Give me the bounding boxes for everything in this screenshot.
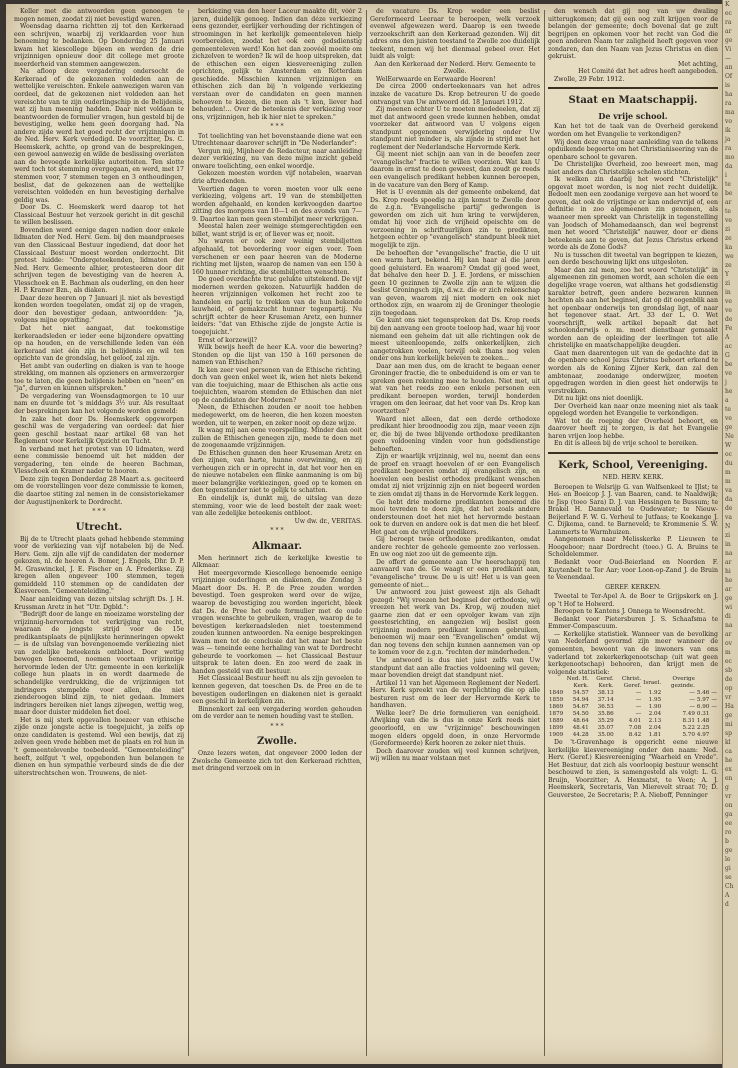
- edge-text-fragment: vo: [725, 118, 733, 125]
- table-row: [548, 725, 718, 732]
- edge-text-fragment: ja: [725, 136, 731, 143]
- paragraph: Vergun mij, Mijnheer de Redacteur, naar aanleiding dezer verkiezing, nu van deze mijne inzicht gebeld onware toelichting, een enkel woordje.: [192, 147, 362, 170]
- edge-text-fragment: ec: [725, 658, 732, 665]
- edge-text-fragment: vr: [725, 793, 732, 800]
- edge-text-fragment: d: [725, 901, 729, 908]
- column-3: [370, 8, 540, 1058]
- table-cell: —: [711, 697, 717, 704]
- edge-text-fragment: sb: [725, 667, 732, 674]
- paragraph: Bedankt voor Oud-Beierland en Noorden F. Kuytenbelt te Ter Aar; voor Loon-op-Zand J. de Bruin te Veenendaal.: [548, 559, 718, 582]
- edge-text-fragment: ca: [725, 748, 732, 755]
- column-divider: [366, 10, 367, 1056]
- edge-text-fragment: ar: [725, 631, 732, 638]
- table-row: [548, 718, 718, 725]
- section-rule: [548, 452, 718, 454]
- edge-text-fragment: ve: [725, 307, 732, 314]
- table-cell: 1889: [549, 718, 564, 725]
- section-heading: Staat en Maatschappij.: [568, 95, 698, 107]
- edge-text-fragment: ra: [725, 145, 732, 152]
- paragraph: Keller met die antwoorden geen genoegen te mogen nemen, zoodat zij niet bevestigd waren.: [14, 8, 184, 23]
- edge-text-fragment: ze: [725, 235, 732, 242]
- edge-text-fragment: on: [725, 802, 733, 809]
- paragraph: Maar dan zal men, zoo het woord "Christelijk" in algemeenen zin genomen wordt, aan scholen die een degelijke vrage voeren, wat althans het godsdienstig karakter betreft, geen andere bezwaren kunnen hechten als aan het beginsel, dat op dit oogenblik aan het openbaar onderwijs ten grondslag ligt, of naar het tegenover staat. Art. 33 der L. O. Wet voorschrijft, welk artikel bepaalt dat het schoolonderwijs o. m. moet dienstbaar gemaakt worden aan de opleiding der leerlingen tot alle christelijke en maatschappelijke deugden.: [548, 266, 718, 350]
- paragraph: den wensch dat gij nog van uw dwaling uitterugkomen; dat gij een oog zult krijgen voor de belangen der gemeente; doch bovenal dat ge zult begrijpen en opkomen voor het recht van God die geen anderen Naam ter zaligheid heeft gegeven voor zondaren, dan den Naam van Jezus Christus en dien gekruist.: [548, 8, 718, 61]
- separator-stars: * * *: [270, 527, 284, 535]
- paragraph: Nu waren er ook zeer weinig stembiljetten afgehaald, tot bevordering voor eigen voer. Toen verschenen er een paar heeren van de Moderne richting met lijsten, waarop de namen van een 150 à 160 hunner richting, die stembiljetten wenschten.: [192, 238, 362, 276]
- column-divider: [188, 10, 189, 1056]
- table-cell: 2.04: [648, 725, 662, 732]
- edge-text-fragment: g: [725, 784, 729, 791]
- edge-text-fragment: wi: [725, 604, 733, 611]
- separator-stars: * * *: [92, 508, 106, 516]
- paragraph: Daar deze heeren op 7 Januari jl. niet als bevestigd konden worden toegelaten, omdat zij op de vragen, door den bevestiger gedaan, antwoordden: "ja, volgens mijne opvatting.": [14, 294, 184, 325]
- paragraph: Binnenkort zal een vergadering worden gehouden om de verder aan te nemen houding vast te stellen.: [192, 705, 362, 721]
- paragraph: Bedankt voor Pietersburen J. S. Schaafsma te Emmer-Compascuum.: [548, 615, 718, 631]
- table-cell: —: [711, 690, 717, 697]
- edge-text-fragment: zi: [725, 226, 731, 233]
- paragraph: Zij meenen echter U te moeten mededeelen, dat zij met dat antwoord geen vrede kunnen hebben, omdat voorzeker dat antwoord van U volgens eigen standpunt opgenomen verwijdering onder Uw standpunt niet minder is, als zijnde in strijd met het reglement der Nederlandsche Hervormde Kerk.: [370, 106, 540, 151]
- edge-text-fragment: Ne: [725, 433, 734, 440]
- newspaper-page: [6, 4, 722, 1064]
- separator-stars: * * *: [270, 722, 284, 730]
- edge-text-fragment: b: [725, 838, 729, 845]
- table-cell: 1.81: [648, 732, 662, 739]
- edge-text-fragment: gi: [725, 865, 731, 872]
- edge-text-fragment: m: [725, 478, 731, 485]
- paragraph: De 't-Gravenhage is opgericht eene nieuwe kerkelijke kiesvereeniging onder den naam: Ned. Herv. (Geref.) Kiesvereeniging "Waarheid en Vrede". Het Bestuur, dat zich als voorloopig bestuur wenscht beschouwd te zien, is samengesteld als volgt: L. G. Bruijn, Voorzitter; A. Hexmatst, te Veen; A. J. Heemskerk, Secretaris, Van Mierevelt straat 70; D. Geuverstee, 2e Secretaris; P. A. Nieboff, Penninger: [548, 739, 718, 800]
- paragraph: Het Comité dat het adres heeft aangeboden.: [578, 68, 718, 76]
- table-cell: 1909: [549, 732, 564, 739]
- paragraph: Het ambt van ouderling en diaken is van te hooge strekking, om mannen als opzieners en armverzorger toe te laten, die geen belijdenis hebben en "neen" en "ja", durven en kunnen uitspreken.": [14, 362, 184, 393]
- edge-text-fragment: Ha: [725, 703, 734, 710]
- edge-text-fragment: an: [725, 64, 733, 71]
- adjacent-page-edge: [722, 0, 738, 1068]
- table-cell: 2.13: [648, 718, 662, 725]
- paragraph: Beroepen te Kantens J. Onnega te Woensdrecht.: [554, 608, 706, 616]
- paragraph: Gij beroept twee orthodoxe predikanten, omdat andere rechter de geheele gemeente zoo verlossen. En uw oog niet zoo uit de gemeente zijn.: [370, 536, 540, 559]
- paragraph: De behoeften der "evangelische" fractie, die U uit een warm hart, bekend. Hij kan haar al die jaren goed geluisterd. En waarom? Omdat gij goed weet, dat behalve den heer D. J. E. Jordens, er misschien geen 10 gezinnen te Zwolle zijn aan te wijzen die beslist Groningsch zijn, d.w.z. die er zich rekenschap van geven, waarom zij niet modern en ook niet orthodox zijn, en waarom zij de Groninger theologie zijn toegedaan.: [370, 249, 540, 317]
- edge-text-fragment: de: [725, 316, 733, 323]
- paragraph: Onze lezers weten, dat ongeveer 2000 leden der Zwolsche Gemeente zich tot den Kerkeraad richtten, met dringend verzoek om in: [192, 750, 362, 773]
- paragraph: Ge kunt ons niet tegenspreken dat Ds. Krop reeds bij den aanvang een groote toeloop had, waar hij voor niemand een geheim dat uit alle richtingen ook de meest uiteenloopende, zelfs onkerkelijken, zich aangetrokken voelen, terwijl ook thans nog velen onder ons hun kerkelijk beleven te zoeken...: [370, 317, 540, 363]
- paragraph: En dit is alleen bij de vrije school te bereiken.: [554, 440, 699, 448]
- edge-text-fragment: op: [725, 685, 733, 692]
- paragraph: Daar aan men dus, om de kracht te begaan eener Groninger fractie, die te onbeduidend is om er van te spreken geen rekening mee te houden. Niet met, uit wat van het reeds zoo een enkele personen een predikant beroepen worden, terwijl honderden vragen om den leeraar, dat het voor van Ds. Krop kan voortzetten?: [370, 362, 540, 415]
- edge-text-fragment: ac: [725, 343, 732, 350]
- edge-text-fragment: da: [725, 496, 733, 503]
- paragraph: In verband met het protest van 10 lidmaten, werd eene commissie benoemd uit het midden der vergadering, ten einde de heeren Bachman, Vlesschoek en Kramer nader te hooren.: [14, 445, 184, 476]
- paragraph: De goed overdachte truc gelukte uitstekend. De vijf modernen werden gekozen. Natuurlijk hadden de heeren vrijzinnigen volkomen het recht zoo te handelen en parlij te trekken van de hun bekende lauwheid, of gemakzucht hunner tegenpartij. Nu schrijft echter de heer Kruseman Aretz, een hunner leiders: "dat van Ethische zijde de jongste Actie is toegejuicht.": [192, 276, 362, 336]
- edge-text-fragment: mo: [725, 154, 735, 161]
- edge-text-fragment: Vi: [725, 46, 732, 53]
- edge-text-fragment: ar: [725, 559, 732, 566]
- edge-text-fragment: we: [725, 253, 734, 260]
- edge-text-fragment: Y: [725, 271, 729, 278]
- paragraph: Wij doen deze vraag naar aanleiding van de telkens opduikende begeerte om het Christianiseering van de openbare school te gevaren.: [548, 138, 718, 161]
- paragraph: Uw dw. dr., VERITAS.: [294, 517, 362, 525]
- paragraph: Tot toelichting van het bovenstaande diene wat een Utrechtenaar daarover schrijft in "De Nederlander":: [192, 132, 362, 148]
- paragraph: Waard niet alleen, dat een derde orthodoxe predikant hier broodnoodig zou zijn, maar veeen zijn er, die bij de twee blijvende orthodoxe predikanten geen voldoening vinden voor hun godsdienstige behoeften.: [370, 415, 540, 453]
- edge-text-fragment: a: [725, 397, 729, 404]
- table-cell: 44.28: [572, 732, 589, 739]
- paragraph: Nu is tusschen dit tweetal van begrippen te kiezen, een derde beschouwing lijkt ons uitgesloten.: [548, 251, 718, 267]
- paragraph: De vergadering van Woensdagmorgen te 10 uur nam en duurde tot 's middags 3½ uur. Als resultaat der besprekingen kan het volgende worden gemeld:: [14, 392, 184, 415]
- paragraph: Uw antwoord is dus niet juist zelfs van Uw standpunt dat aan alle fracties voldoening wil geven; maar bovendien dreigt dat standpunt niet.: [370, 657, 540, 680]
- edge-text-fragment: na: [725, 550, 733, 557]
- table-cell: 48.41: [572, 725, 589, 732]
- table-cell: 48.64: [572, 718, 589, 725]
- edge-text-fragment: te: [725, 208, 731, 215]
- paragraph: Ik waag mij aan eene voorspelling. Minder dan ooit zullen de Ethischen genegen zijn, mede te doen met de zoogenaamde vrijzinnigen.: [192, 427, 362, 450]
- table-row: [548, 711, 718, 718]
- edge-text-fragment: ee: [725, 820, 733, 827]
- paragraph: Woensdag daarna richtten zij tot den Kerkeraad een schrijven, waarbij zij verklaarden voor hun benoeming te bedanken. Op Donderdag 25 Januari kwam het kiescollege bijeen en werden de drie vrijzinnigen opnieuw door dit college met groote meerderheid van stemmen aangewezen.: [14, 23, 184, 68]
- table-cell: 8.31: [682, 718, 695, 725]
- edge-text-fragment: is: [725, 82, 730, 89]
- edge-text-fragment: N: [725, 523, 731, 530]
- edge-text-fragment: ze: [725, 262, 732, 269]
- paragraph: Gij meent niet schijn aan van in de beoefen zeer "evangelische" fractie te willen voorzien. Wat kan U daarom in ernst te doen geweest, dan zoudt ge reeds een evangelisch predikant hebben kunnen beroepen, in de vacature van den Berg of Kamp.: [370, 151, 540, 189]
- section-rule: [548, 87, 718, 89]
- edge-text-fragment: ve: [725, 370, 732, 377]
- edge-text-fragment: va: [725, 487, 732, 494]
- paragraph: Dat het niet aangaat, dat toekomstige kerkeraadsleden er ieder eene bijzondere opvatting op na houden, en de verschillende leden van één kerkeraad niet één zijn in belijdenis en wil ten opzichte van de grondslag, het geloof, zal zijn.: [14, 324, 184, 363]
- edge-text-fragment: ra: [725, 100, 732, 107]
- edge-text-fragment: vr: [725, 694, 732, 701]
- edge-text-fragment: ve: [725, 415, 732, 422]
- table-cell: 7.49: [682, 711, 695, 718]
- edge-text-fragment: G: [725, 352, 730, 359]
- paragraph: Ik welken zin daarbij het woord "Christelijk" opgevat moet worden, is nog niet recht duidelijk. Bedoelt men een zoodanige vergeve aan het woord te geven, dat ook de vrijstinge er kan ondervrijd of, een definitie in zoo algemeenen zin genomen, als waaneer men spreekt van Christelijk in tegenstelling van Joodsch of Mohamedaansch, dan wel begrenst men het woord "Christelijk" nauwer, door er diens beteekenis aan te geven, dat Jezus Christus erkend worde als de Zone Gods?: [548, 176, 718, 252]
- table-cell: 37.14: [597, 697, 614, 704]
- edge-text-fragment: ka: [725, 244, 733, 251]
- paragraph: Het is mij sterk opgevallen hoezeer van ethische zijde onze jongste actie is toegejuicht, ja zelfs op onze candidaten is gestemd. Wel een bewijs, dat zij zelven geen vrede hebben met de plaats en rol hun in 't gemeentelevenbe toebedeeld. "Gemeenteleiding" heeft, zelfgut 't wel, opgebonden hun belangen te dienen en hun sympathie verbeurd sinds de die der uiterstrechtschen won. Trouwens, de niet-: [14, 716, 184, 777]
- column-4: [548, 8, 718, 1058]
- edge-text-fragment: —: [725, 55, 731, 62]
- table-cell: 35.29: [597, 718, 614, 725]
- table-cell: 2.25: [696, 725, 710, 732]
- column-divider: [544, 10, 545, 1056]
- table-cell: 1869: [549, 704, 564, 711]
- paragraph: Het Classicaal Bestuur heeft nu als zijn gevoelen te kennen gegeven, dat toeschen Ds. de Pree en de te bevestigen ouderlingen en diakenen niet is geraakt een geschil in kerkelijken zin.: [192, 675, 362, 706]
- edge-text-fragment: K: [725, 1, 730, 8]
- paragraph: Ik ken zeer veel personen van de Ethische richting, doch van geen enkel weet ik, wien het niets bekend van die toejuiching, maar de Ethischen als actie ons toejuichten, waarom stemden de Ethischen dan niet op de candidaten der Modernen?: [192, 366, 362, 404]
- edge-text-fragment: he: [725, 577, 733, 584]
- table-cell: 4.97: [696, 732, 710, 739]
- table-cell: 54.94: [572, 697, 589, 704]
- edge-text-fragment: Ch: [725, 883, 734, 890]
- table-header-cell: Geref. Kerk.: [596, 676, 614, 690]
- table-cell: 36.53: [597, 704, 614, 711]
- paragraph: Met achting,: [678, 60, 718, 68]
- edge-text-fragment: i: [725, 172, 727, 179]
- edge-text-fragment: A: [725, 892, 730, 899]
- table-header-cell: Overige gezinde.: [671, 676, 695, 690]
- paragraph: Veertien dagen te voren moeten voor ulk eene verkiezing, volgens art. 19 van de stembiljetten worden afgehaald, en konden kerkvoogden daartoe zitting des morgens van 10—1 en des avonds van 7—9. Daartoe kan men geen stembiljet meer verkrijgen.: [192, 185, 362, 223]
- edge-text-fragment: ro: [725, 829, 732, 836]
- section-heading: Utrecht.: [75, 521, 123, 533]
- edge-text-fragment: se: [725, 874, 732, 881]
- paragraph: De Christelijke Overheid, zoo beweert men, mag niet anders dan Christelijke scholen stichten.: [548, 161, 718, 176]
- subsection-heading: NED. HERV. KERK.: [602, 473, 664, 481]
- table-header-cell: [548, 676, 564, 690]
- table-cell: 5.46: [696, 690, 710, 697]
- church-statistics-table: [548, 676, 718, 739]
- paragraph: "Bedrijft door de lange en moeizame worsteling der vrijzinnig-hervormden tot verkrijging van recht, waaraan de jongste strijd voor de 15e predikantsplaats de pijnlijkste herinneringen opwekt — is de uitslag van bovengenoemde verkiezing niet van zedelijke beteekenis ontbloot. Door wettig bewogen benoemd, noemen voortaan vrijzinnige hervormde leden der Utr. gemeente in een kerkelijk college hun plaats in en wordt daarmede de schandelijke verdrukking, die de vrijzinnigen tot indringers stempelde voor allen, die niet zienderoogen blind zijn, te niet gedaan. Immers indringers bereiken niet langs zijwegen, wettig weg, maar door duister middelen het doel.: [14, 611, 184, 717]
- table-cell: —: [635, 711, 642, 718]
- edge-text-fragment: di: [725, 613, 731, 620]
- edge-text-fragment: ga: [725, 811, 733, 818]
- paragraph: Men herinnert zich de kerkelijke kwestie te Alkmaar.: [192, 554, 362, 570]
- table-cell: 1.95: [648, 697, 662, 704]
- edge-text-fragment: zi: [725, 280, 731, 287]
- table-cell: —: [689, 690, 695, 697]
- paragraph: Zijn er waarlijk vrijzinnig, wel nu, neemt dan eens de proef en vraagt hoevelen of er een Evangelisch predikant begeeren omdat zij evangelisch zijn, en hoevelen een beslist orthodox predikant wenschen omdat zij niet vrijzinnig zijn en niet begeerd worden te zien omdat zij thans in de Hervormde Kerk leggen.: [370, 453, 540, 498]
- edge-text-fragment: ar: [725, 199, 732, 206]
- paragraph: Uw antwoord zou juist geweest zijn als Gehadt gezegd: "Wij vreezen het beginsel der orthodoxie, wij vreezen het werk van Ds. Krop, wij zouden niet gaarne zien dat er een opvolger kwam van zijn geestesrichting, en aangezien wij beslist geen vrijzinnig modern predikant kunnen gebruiken, benoemen wij maar een "Evangelischen" omdat wij dan nog tevens den schijn kunnen aannemen van op te komen voor de z.g.n. "rechten der minderheden.": [370, 589, 540, 657]
- paragraph: Kan het tot de taak van de Overheid gerekend worden om het Evangelie te verkondigen?: [548, 123, 718, 139]
- paragraph: Gekozen moesten worden vijf notabelen, waarvan drie aftredenden.: [192, 170, 362, 186]
- column-1: [14, 8, 184, 1058]
- paragraph: Tweetal te Ter-Apel A. de Boer te Grijpskerk en J. op 't Hof te Holwerd.: [548, 593, 718, 608]
- paragraph: Doch daarover zouden wij veel kunnen schrijven, wij willen nu maar volstaan met: [370, 747, 540, 763]
- table-cell: 5.22: [682, 725, 695, 732]
- paragraph: Ge hebt drie moderne predikanten benoemd die mooi tevreden te doen zijn, dat het zoals andere ondersteunen doet het niet het hervormde bestaan ook te durven en andere ook is dat men die het bleef. Het gaat om de vrijheid predikers.: [370, 498, 540, 536]
- edge-text-fragment: ge: [725, 712, 733, 719]
- paragraph: Artikel 11 van het Algemeen Reglement der Nederl. Herv. Kerk spreekt van de verplichting die op alle besturen rust om de leer der Hervormde Kerk te handhaven.: [370, 679, 540, 710]
- edge-text-fragment: de: [725, 676, 733, 683]
- paragraph: Door Ds. C. Heemskerk werd daarop tot het Classicaal Bestuur het verzoek gericht in dit geschil te willen beslissen.: [14, 204, 184, 227]
- table-cell: 54.57: [572, 690, 589, 697]
- paragraph: Na afloop deze vergadering ondersocht de Kerkeraad of de gekozenen voldeden aan de wettelijke vereischten. Enkele aanwezigen waren van oordeel, dat de gekozenen niet voldeden aan het vereischte van te zijn ouderlingschip in de Belijdenis, wat zij hun meening hadden. Daar niet voldaan te beantwoorden de formulier vragen, hun gesteld bij de bevestiging, welke hem geen doorgang had. Na andere zijde werd het goed recht der vrijzinnigen in de Ned. Herv. Kerk verdedigd. De voorzitter, Ds. C. Heemskerk, achtte, op grond van de besprekingen, een gewoel aanwezig en wilde de beslissing overlaten aan de bevoegde kerkelijke autoriteiten. Ten slotte werd toch tot stemming overgegaan, en werd, met 17 stemmen voor, 7 stemmen tegen en 3 onthoudingen, beslist, dat de gekozenen aan de wettelijke vereischten voldeden en hun bevestiging derhalve geldig was.: [14, 68, 184, 204]
- edge-text-fragment: ve: [725, 298, 732, 305]
- edge-text-fragment: A: [725, 334, 730, 341]
- edge-text-fragment: te: [725, 406, 731, 413]
- article-heading: De vrije school.: [598, 111, 668, 122]
- paragraph: Ernst of korzewijl?: [198, 336, 257, 344]
- paragraph: In zake het door Ds. Heemskerk opgeworpen geschil was de vergadering van oordeel: dat hier geen geschil bestaat naar artikel 68 van het Reglement voor Kerkelijk Opzicht en Tucht.: [14, 415, 184, 446]
- edge-text-fragment: m: [725, 469, 731, 476]
- edge-text-fragment: he: [725, 757, 733, 764]
- edge-text-fragment: be: [725, 361, 733, 368]
- edge-text-fragment: he: [725, 388, 733, 395]
- edge-text-fragment: hi: [725, 568, 731, 575]
- table-header-cell: Christ. Geref.: [621, 676, 642, 690]
- paragraph: Aangenomen naar Melisskerke P. Lieuwen te Hoogeboor; naar Dordrecht (toeo.) G. A. Bruins te Scholdelemmer.: [548, 536, 718, 559]
- table-cell: 0.31: [696, 711, 710, 718]
- table-cell: 6.90: [696, 704, 710, 711]
- paragraph: berkiezing van den heer Laceur maakte dit, vóór 2 jaren, duidelijk genoeg. Indien dan déze verkiezing eens gezonder, eerlijker verhouding der richtingen of stroomingen in het kerkelijk gemeenteleven hielp voorbereiden, zoodat het ook een godsdienstig gemeenteleven werd! Kon het dan zoovéél moeite om zichzelven te worden? Ik wil de hoop uitspreken, dat de ethischen een eigen kiesvereeniging zullen oprichten, gelijk te Amsterdam en Rotterdam geschiedde. Misschien kunnen vrijzinnigen en ethischen zich dan bij 'n volgende verkiezing verstaan over de candidaten en geen mannen behoeven te kiezen, die men als 't kon, liever had behouden!... Over de beteekenis der verkiezing voor ons, vrijzinnigen, heb ik hier niet te spreken.": [192, 8, 362, 121]
- paragraph: Welke leer? De drie formulieren van eenigheid. Afwijking van die is dus in onze Kerk reeds niet geoorloofd, en uw "vrijzinnige" beschouwingen mogen elders opgeld doen, in onze Hervormde (Gereformeerde) Kerk hooren ze zeker niet thuis.: [370, 709, 540, 748]
- paragraph: de vacature Ds. Krop weder een beslist Gereformeerd Leeraar te beroepen, welk verzoek evenwel afgewezen werd. Daarop is een tweede verzoekschrift aan den Kerkeraad gezonden. Wij dit adres ons den juisten toestand te Zwolle zoo duidelijk teekent, nemen wij het dienmaal gebeel over. Het luidt als volgt:: [370, 8, 540, 61]
- subsection-heading: GEREF. KERKEN.: [605, 583, 661, 591]
- edge-text-fragment: ik: [725, 127, 731, 134]
- table-cell: 35.07: [597, 725, 614, 732]
- paragraph: Neen, de Ethischen zouden er nooit toe hebben medegewerkt, om de heeren, die hen kozen moesten worden, uit te werpen, en zeker nooit op deze wijze.: [192, 404, 362, 427]
- edge-text-fragment: Of: [725, 73, 733, 80]
- edge-text-fragment: zi: [725, 532, 731, 539]
- table-header-cell: Ned. H. Kerk.: [566, 676, 589, 690]
- table-cell: 1.48: [696, 718, 710, 725]
- section-heading: Alkmaar.: [252, 540, 302, 552]
- edge-text-fragment: ra: [725, 19, 732, 26]
- table-cell: —: [711, 704, 717, 711]
- paragraph: Het meergevormde Kiescollege benoemde eenige vrijzinnige ouderlingen en diakenen, die Zondag 3 Maart door Ds. H. P. de Pree zouden worden bevestigd. Toen gesproken werd over de wijze, waarop de bevestiging zou worden ingericht, bleek dat Ds. de Pree het oude formulier met de oude vragen wenschte te gebruiken, vragen, waarop de te bevestigen kerkeraadsleden niet toestemmend zouden kunnen antwoorden. Na eenige besprekingen kwam men tot de conclusie dat het maar het beste was — teneinde eene herhaling van wat te Dordrecht gebeurde te voorkomen — het Classicaal Bestuur uitsprak te laten doen. En zoo werd de zaak in handen gesteld van dit bestuur.: [192, 569, 362, 675]
- edge-text-fragment: m: [725, 649, 731, 656]
- paragraph: Deze zijn tegen Donderdag 28 Maart a.s. geciteerd om de voorstellingen voor deze commissie te komen, die daartoe stiting zal nemen in de consistoriekamer der Augustijnenkerk te Dordrecht.: [14, 475, 184, 506]
- paragraph: De Ethischen gunnen den heer Kruseman Aretz en den zijnen, van harte, hunne overwinning, en zij verheugen zich er in oprecht in, dat het voor hen en de nieuwe notabelen een flinke aanmaning is om bij meer belangrijke verkiezingen, goed op te komen en den tegenstander niet te gelijk te schatten.: [192, 449, 362, 495]
- edge-text-fragment: sp: [725, 730, 732, 737]
- edge-text-fragment: ov: [725, 640, 733, 647]
- table-cell: —: [635, 704, 642, 711]
- table-cell: 5.70: [682, 732, 695, 739]
- table-cell: 8.42: [628, 732, 642, 739]
- table-cell: 7.08: [628, 725, 642, 732]
- edge-text-fragment: in: [725, 289, 731, 296]
- edge-text-fragment: le: [725, 856, 731, 863]
- table-cell: 1899: [549, 725, 564, 732]
- paragraph: Het is U evenmin als der gemeente onbekend, dat Ds. Krop reeds spoedig na zijn komst te Zwolle door de z.g.n. "Evangelische partij" gedwongen is geworden om zich uit hun kring te verwijderen, omdat hij voor zich de vrijheid opeischte om de verzoening in schriftuurlijken zin te predikten, hetgeen echter op "evangelisch" standpunt bleek niet mogelijk te zijn.: [370, 189, 540, 249]
- paragraph: Bij de te Utrecht plaats gehad hebbende stemming voor de verkiezing van vijf notabelen bij de Ned. Herv. Gem. zijn alle vijf de candidaten der moderner gekozen, nl. de heeren A. Bomer, J. Engels, Dhr. D. P. M. Graswinckel, J. E. Fischer en A. Frederikse. Zij kregen allen ongeveer 100 stemmen, tegen gemiddeld 110 stemmen op de candidaten der Kiesvereen. "Gemeenteleiding.": [14, 535, 184, 596]
- table-cell: 4.01: [628, 718, 642, 725]
- paragraph: Zwolle, 29 Febr. 1912.: [554, 75, 625, 83]
- edge-text-fragment: du: [725, 460, 733, 467]
- table-cell: —: [689, 697, 695, 704]
- table-cell: —: [635, 697, 642, 704]
- edge-text-fragment: de: [725, 505, 733, 512]
- table-row: [548, 704, 718, 711]
- paragraph: WelEerwaarde en Eerwaarde Heeren!: [376, 75, 496, 83]
- table-cell: 54.50: [572, 711, 589, 718]
- edge-text-fragment: te: [725, 181, 731, 188]
- paragraph: Aan den Kerkeraad der Nederd. Herv. Gemeente te Zwolle.: [374, 60, 536, 76]
- table-header-cell: Israel.: [643, 679, 662, 686]
- edge-text-fragment: ge: [725, 847, 733, 854]
- edge-text-fragment: oc: [725, 451, 732, 458]
- table-cell: 1.92: [648, 690, 662, 697]
- edge-text-fragment: j: [725, 379, 727, 386]
- table-cell: 35.00: [597, 732, 614, 739]
- edge-text-fragment: na: [725, 622, 733, 629]
- table-cell: 5.97: [696, 697, 710, 704]
- column-2: [192, 8, 362, 1058]
- table-cell: 54.67: [572, 704, 589, 711]
- edge-text-fragment: ve: [725, 217, 732, 224]
- edge-text-fragment: ar: [725, 28, 732, 35]
- edge-text-fragment: ge: [725, 424, 733, 431]
- section-heading: Kerk, School, Vereeniging.: [558, 459, 708, 471]
- section-heading: Zwolle.: [256, 736, 298, 748]
- edge-text-fragment: W: [725, 442, 732, 449]
- edge-text-fragment: ha: [725, 91, 733, 98]
- paragraph: Wat tot de roeping der Overheid behoort, en daarover heeft zij te zorgen, is dat het Evangelie haren vrijen loop hebbe.: [548, 417, 718, 440]
- edge-text-fragment: ar: [725, 586, 732, 593]
- table-cell: 2.04: [648, 711, 662, 718]
- table-cell: 1.90: [648, 704, 662, 711]
- paragraph: De offert de gemeente aan Uw heerschappij ten aanvaard van de. Ge waagt er een predikant aan, "evangelische" trouw. De u is uit! Het u is van geen gemeente of niet...: [370, 558, 540, 589]
- separator-stars: * * *: [270, 123, 284, 131]
- table-cell: —: [689, 704, 695, 711]
- paragraph: Gaat men daarentegen uit van de gedachte dat in de openbare school Jezus Christus behoort erkend te worden als de Koning Zijner Kerk, dan zal den ambtenaar, zoodanige onderwijzer, moeten opgedragen worden in dien geest het onderwijs te verstrekken.: [548, 349, 718, 395]
- paragraph: De circa 2000 onderteekenaars van het adres inzake de vacature Ds. Krop betreuren U de goede ontvangst van Uw antwoord dd. 18 Januari 1912.: [370, 83, 540, 106]
- edge-text-fragment: in: [725, 541, 731, 548]
- table-row: [548, 690, 718, 697]
- table-cell: 38.13: [597, 690, 614, 697]
- edge-text-fragment: ex: [725, 766, 732, 773]
- table-cell: 35.86: [597, 711, 614, 718]
- edge-text-fragment: Fe: [725, 325, 733, 332]
- table-row: [548, 732, 718, 739]
- table-cell: 1849: [549, 690, 564, 697]
- paragraph: Meestal halen zeer weinige stemgerechtigden een billet, want strijd is er, of liever was er, nooit.: [192, 223, 362, 238]
- edge-text-fragment: ma: [725, 109, 735, 116]
- edge-text-fragment: en: [725, 775, 733, 782]
- edge-text-fragment: va: [725, 514, 732, 521]
- paragraph: Naar aanleiding van dezen uitslag schrijft Ds. J. H. Krussman Aretz in het "Utr. Dgbld.":: [14, 596, 184, 611]
- edge-text-fragment: be: [725, 190, 733, 197]
- table-row: [548, 697, 718, 704]
- paragraph: Der Overheid kan naar onze meening niet als taak opgelegd worden het Evangelie te verkondigen.: [548, 402, 718, 418]
- paragraph: En eindelijk is, dunkt mij, de uitslag van deze stemming, voor wie de leed bestelt der zaak weet: van alle zedelijke beteekenis ontbloot.: [192, 495, 362, 518]
- table-cell: 1859: [549, 697, 564, 704]
- paragraph: — Kerkelijke statistiek. Wanneer van de bevolking van Nederland gevormd zijn meer wanneer de gemeenten, bewoont van de inwoners van ons vaderland tot zekerkerkgenootschap (uit wat geen kerkgenootschap) behooren, dan krijgt men de volgende statistiek:: [548, 630, 718, 676]
- edge-text-fragment: mi: [725, 721, 733, 728]
- paragraph: Wilk bewijs heeft de heer K.A. voor die bewering? Stonden op die lijst van 150 à 160 personen de namen van Ethischen?: [192, 344, 362, 367]
- edge-text-fragment: ec: [725, 10, 732, 17]
- edge-text-fragment: kl: [725, 739, 731, 746]
- table-cell: —: [635, 690, 642, 697]
- edge-text-fragment: ge: [725, 37, 733, 44]
- paragraph: Beroepen te Welsrijp G. van Walfsenkeel te IJlst; te Hei- en Boeicop J. J. van Baaren, cand. te Naaldwijk; te Jisp (toeo Sara) D. J. van Hessingen te Bussum; te Brakel H. Dannevald te Oudewater; te Nieuw-Beijerland F. W. G. Verheul te Jutfaas; te Koekange J. C. Dijkema, cand. te Barneveld; te Krommenie S. W. Lammerts te Warmhuizen.: [548, 483, 718, 536]
- edge-text-fragment: da: [725, 163, 733, 170]
- paragraph: Dit nu lijkt ons niet doenlijk.: [554, 395, 644, 403]
- edge-text-fragment: ge: [725, 595, 733, 602]
- table-cell: 1879: [549, 711, 564, 718]
- paragraph: Bovendien werd eenige dagen nadien door enkele lidmaten der Ned. Herv. Gem. bij den maandpraeses van den Classicaal Bestuur ingediend, dat door het Classicaal Bestuur moest worden onderzocht. Dit protest luidde: "Ondergeteekenden, lidmaten der Ned. Herv. Gemeente alhier, protesteeren door dit schrijven tegen de bevestiging van de heeren A. Vlesschoek en E. Bachman als ouderling, en den heer H. P. Kramer Bzn., als diaken.: [14, 226, 184, 295]
